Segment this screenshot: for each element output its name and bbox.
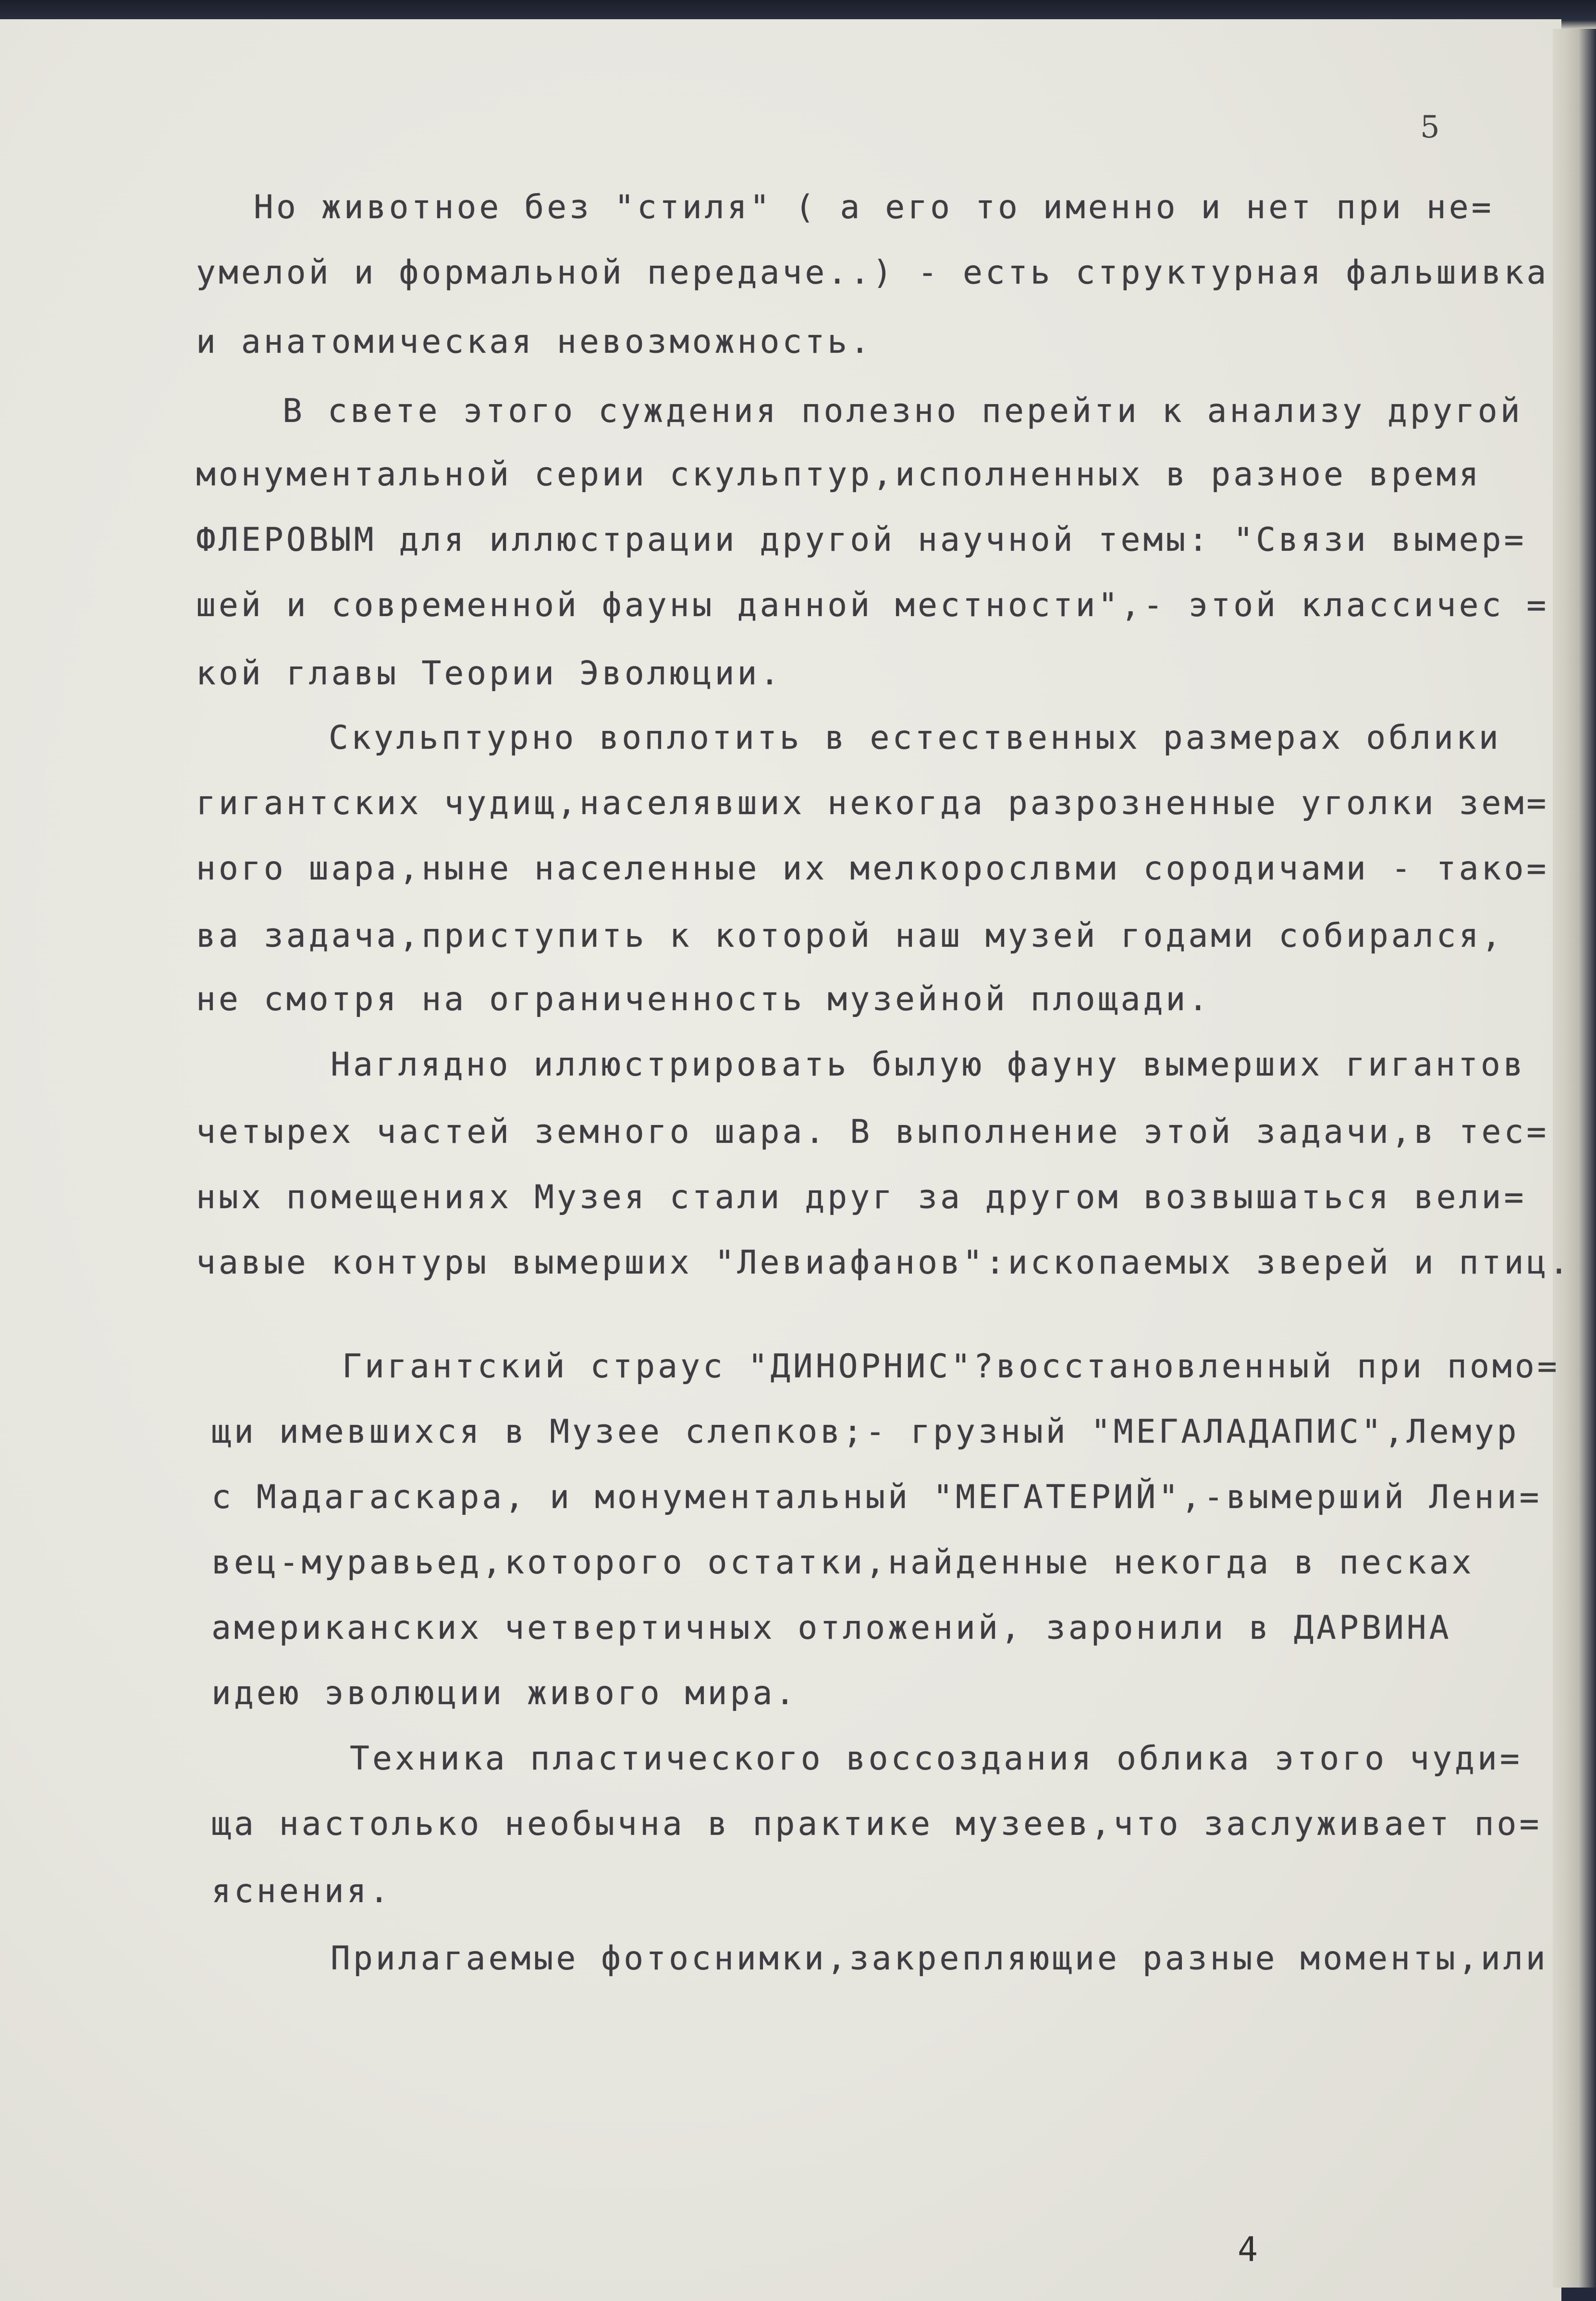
text-line: В свете этого суждения полезно перейти к анализу другой <box>282 392 1523 430</box>
text-line: щи имевшихся в Музее слепков;- грузный "МЕГАЛАДАПИС",Лемур <box>211 1413 1520 1451</box>
text-line: Техника пластического воссоздания облика этого чуди= <box>350 1740 1522 1778</box>
text-line: яснения. <box>211 1872 392 1910</box>
text-line: монументальной серии скульптур,исполненных в разное время <box>196 456 1482 494</box>
text-line: шей и современной фауны данной местности",- этой классичес = <box>196 586 1549 624</box>
text-line: с Мадагаскара, и монументальный "МЕГАТЕРИЙ",-вымерший Лени= <box>211 1478 1542 1516</box>
text-line: ща настолько необычна в практике музеев,что заслуживает по= <box>211 1805 1542 1843</box>
page-number: 5 <box>1420 110 1440 145</box>
text-line: Прилагаемые фотоснимки,закрепляющие разные моменты,или <box>331 1940 1548 1978</box>
text-line: Гигантский страус "ДИНОРНИС"?восстановленный при помо= <box>342 1348 1560 1386</box>
text-line: кой главы Теории Эволюции. <box>196 655 783 693</box>
text-line: Наглядно иллюстрировать былую фауну вымерших гигантов <box>331 1046 1526 1084</box>
text-line: умелой и формальной передаче..) - есть структурная фальшивка <box>196 254 1549 292</box>
text-line: ных помещениях Музея стали друг за другом возвышаться вели= <box>196 1178 1527 1216</box>
text-line: Но животное без "стиля" ( а его то именно и нет при не= <box>254 188 1494 226</box>
text-line: идею эволюции живого мира. <box>211 1674 798 1712</box>
text-line: вец-муравьед,которого остатки,найденные некогда в песках <box>211 1544 1474 1582</box>
bottom-mark: 4 <box>1238 2230 1258 2269</box>
text-line: американских четвертичных отложений, заронили в ДАРВИНА <box>211 1609 1452 1647</box>
text-line: и анатомическая невозможность. <box>196 323 873 361</box>
text-line: четырех частей земного шара. В выполнение этой задачи,в тес= <box>196 1113 1549 1151</box>
text-line: ного шара,ныне населенные их мелкорослвми сородичами - тако= <box>196 850 1549 888</box>
text-line: чавые контуры вымерших "Левиафанов":ископаемых зверей и птиц. <box>196 1244 1572 1282</box>
text-line: Скульптурно воплотить в естественных размерах облики <box>329 719 1501 757</box>
text-line: ФЛЕРОВЫМ для иллюстрации другой научной темы: "Связи вымер= <box>196 521 1527 559</box>
text-line: гигантских чудищ,населявших некогда разрозненные уголки зем= <box>196 784 1549 822</box>
text-line: не смотря на ограниченность музейной площади. <box>196 980 1211 1018</box>
text-line: ва задача,приступить к которой наш музей годами собирался, <box>196 917 1504 955</box>
